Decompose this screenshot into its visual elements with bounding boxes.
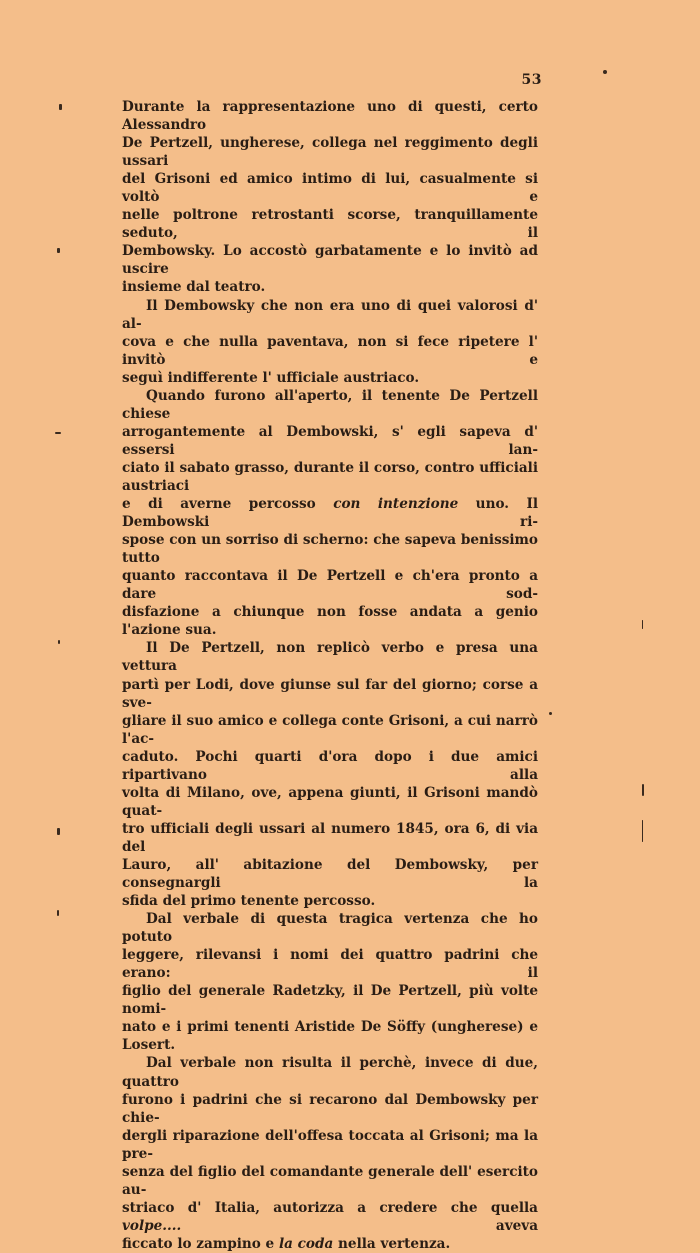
text-segment: ficcato lo zampino e xyxy=(122,1235,279,1252)
body-text xyxy=(122,98,538,1253)
scan-speck xyxy=(59,104,62,110)
text-line xyxy=(122,784,538,820)
scan-speck xyxy=(642,620,643,629)
text-line xyxy=(122,676,538,712)
text-line xyxy=(122,892,538,910)
scan-speck xyxy=(549,712,552,715)
text-segment: disfazione a chiunque non fosse andata a genio l'azione sua. xyxy=(122,604,538,639)
text-segment: Dal verbale non risulta il perchè, invece di due, quattro xyxy=(122,1055,538,1090)
text-segment: leggere, rilevansi i nomi dei quattro padrini che erano: il xyxy=(122,947,538,982)
text-segment: nelle poltrone retrostanti scorse, tranquillamente seduto, il xyxy=(122,207,538,242)
text-line xyxy=(122,278,538,296)
text-segment: uno. Il Dembowski ri- xyxy=(122,496,538,531)
page-number: 53 xyxy=(521,72,542,88)
text-segment: furono i padrini che si recarono dal Dembowsky per chie- xyxy=(122,1091,538,1126)
text-line xyxy=(122,1199,538,1235)
text-line xyxy=(122,748,538,784)
text-segment: ciato il sabato grasso, durante il corso, contro ufficiali austriaci xyxy=(122,459,538,494)
text-line xyxy=(122,946,538,982)
text-segment: gliare il suo amico e collega conte Grisoni, a cui narrò l'ac- xyxy=(122,712,538,747)
text-line xyxy=(122,910,538,946)
text-line xyxy=(122,856,538,892)
scan-speck xyxy=(57,828,60,835)
scan-speck xyxy=(642,784,644,796)
text-segment: partì per Lodi, dove giunse sul far del giorno; corse a sve- xyxy=(122,676,538,711)
text-segment: e di averne percosso xyxy=(122,496,334,513)
text-segment: insieme dal teatro. xyxy=(122,279,266,296)
text-segment: dergli riparazione dell'offesa toccata al Grisoni; ma la pre- xyxy=(122,1127,538,1162)
text-line xyxy=(122,1235,538,1253)
text-line xyxy=(122,1091,538,1127)
text-segment: Dal verbale di questa tragica vertenza che ho potuto xyxy=(122,911,538,946)
text-segment: caduto. Pochi quarti d'ora dopo i due amici ripartivano alla xyxy=(122,748,538,783)
text-segment: Quando furono all'aperto, il tenente De Pertzell chiese xyxy=(122,387,538,422)
text-segment: Il Dembowsky che non era uno di quei valorosi d' al- xyxy=(122,297,538,332)
text-line xyxy=(122,567,538,603)
text-line xyxy=(122,134,538,170)
text-segment: spose con un sorriso di scherno: che sapeva benissimo tutto xyxy=(122,532,538,567)
text-segment: arrogantemente al Dembowski, s' egli sapeva d' essersi lan- xyxy=(122,423,538,458)
scan-speck xyxy=(55,432,61,434)
text-line xyxy=(122,297,538,333)
text-segment: tro ufficiali degli ussari al numero 1845, ora 6, di via del xyxy=(122,820,538,855)
italic-text: volpe.... xyxy=(122,1217,182,1234)
scan-speck xyxy=(58,640,60,644)
text-line xyxy=(122,982,538,1018)
text-segment: del Grisoni ed amico intimo di lui, casualmente si voltò e xyxy=(122,171,538,206)
text-segment: nella vertenza. xyxy=(333,1235,451,1252)
text-line xyxy=(122,1163,538,1199)
text-segment: Durante la rappresentazione uno di questi, certo Alessandro xyxy=(122,99,538,134)
text-segment: Il De Pertzell, non replicò verbo e presa una vettura xyxy=(122,640,538,675)
scan-speck xyxy=(57,248,60,253)
text-line xyxy=(122,1054,538,1090)
text-line xyxy=(122,98,538,134)
text-line xyxy=(122,603,538,639)
text-line xyxy=(122,712,538,748)
text-line xyxy=(122,495,538,531)
text-segment: aveva xyxy=(181,1217,538,1234)
text-segment: De Pertzell, ungherese, collega nel reggimento degli ussari xyxy=(122,135,538,170)
text-line xyxy=(122,242,538,278)
text-segment: quanto raccontava il De Pertzell e ch'era pronto a dare sod- xyxy=(122,568,538,603)
text-line xyxy=(122,333,538,369)
text-segment: senza del figlio del comandante generale dell' esercito au- xyxy=(122,1163,538,1198)
text-segment: nato e i primi tenenti Aristide De Söffy (ungherese) e Losert. xyxy=(122,1019,538,1054)
scan-speck xyxy=(57,910,59,916)
text-segment: volta di Milano, ove, appena giunti, il Grisoni mandò quat- xyxy=(122,784,538,819)
text-segment: cova e che nulla paventava, non si fece ripetere l' invitò e xyxy=(122,333,538,368)
text-segment: sfida del primo tenente percosso. xyxy=(122,893,376,910)
text-segment: seguì indifferente l' ufficiale austriaco. xyxy=(122,369,420,386)
text-line xyxy=(122,206,538,242)
text-line xyxy=(122,369,538,387)
text-segment: Lauro, all' abitazione del Dembowsky, per consegnargli la xyxy=(122,856,538,892)
text-line xyxy=(122,531,538,567)
text-line xyxy=(122,1127,538,1163)
scan-speck xyxy=(603,70,607,74)
text-segment: figlio del generale Radetzky, il De Pertzell, più volte nomi- xyxy=(122,983,538,1018)
text-segment: striaco d' Italia, autorizza a credere che quella xyxy=(122,1199,538,1216)
text-line xyxy=(122,170,538,206)
italic-text: con intenzione xyxy=(333,496,459,513)
text-line xyxy=(122,459,538,495)
text-line xyxy=(122,387,538,423)
text-line xyxy=(122,820,538,856)
text-line xyxy=(122,1018,538,1054)
italic-text: la coda xyxy=(278,1235,334,1252)
text-line xyxy=(122,639,538,675)
text-segment: Dembowsky. Lo accostò garbatamente e lo invitò ad uscire xyxy=(122,243,538,278)
scan-speck xyxy=(642,820,643,842)
text-line xyxy=(122,423,538,459)
